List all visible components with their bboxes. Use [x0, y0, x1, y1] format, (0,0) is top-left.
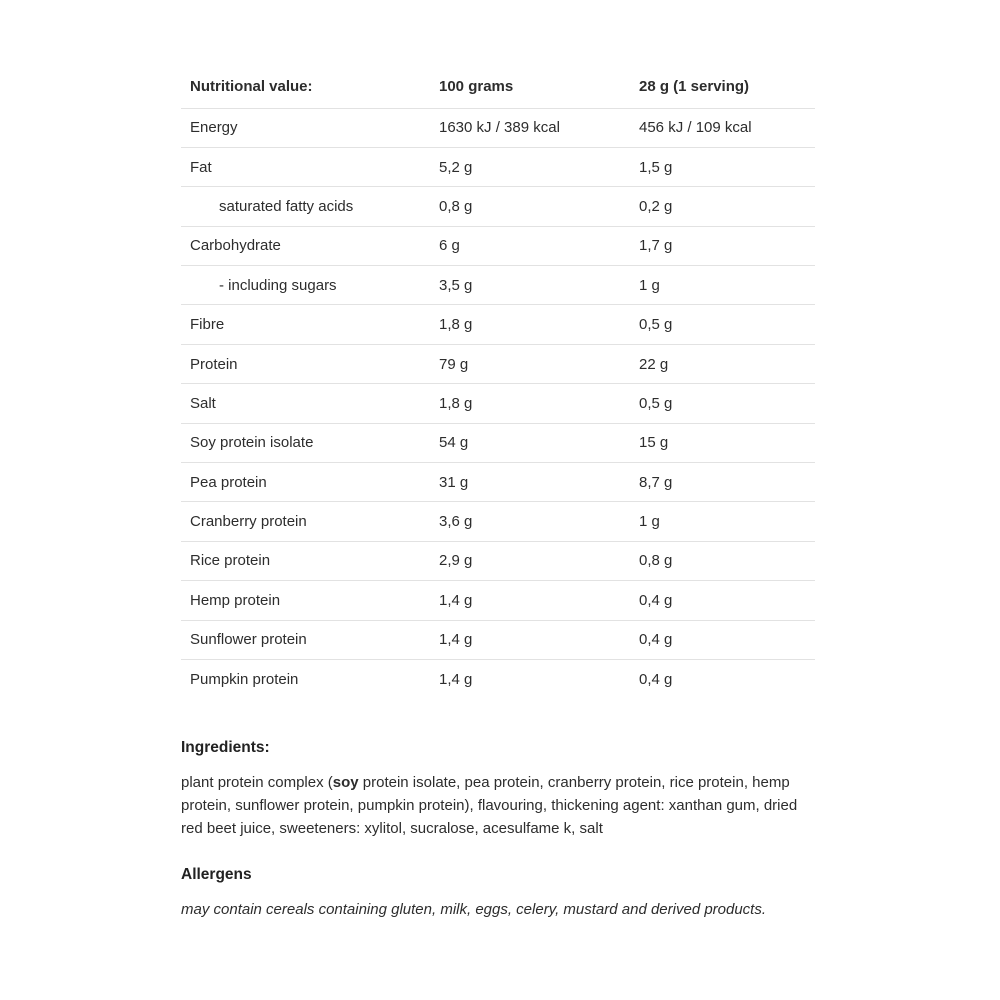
ingredients-section [181, 739, 815, 840]
row-label: Pea protein [190, 473, 267, 491]
row-value-100g: 79 g [439, 355, 469, 373]
row-value-100g: 2,9 g [439, 552, 473, 570]
ingredients-text-part1: plant protein complex ( [181, 774, 333, 792]
row-value-100g: 1,4 g [439, 671, 473, 689]
row-value-100g: 0,8 g [439, 197, 473, 215]
header-nutritional-value: Nutritional value: [190, 78, 313, 95]
ingredients-heading: Ingredients: [181, 739, 270, 757]
row-label: Cranberry protein [190, 513, 307, 531]
row-value-100g: 5,2 g [439, 158, 473, 176]
row-label: Fat [190, 158, 212, 176]
row-value-serving: 0,2 g [639, 197, 673, 215]
row-label: Sunflower protein [190, 631, 307, 649]
allergens-text: may contain cereals containing gluten, milk, eggs, celery, mustard and derived products. [181, 901, 767, 919]
row-value-100g: 6 g [439, 237, 460, 255]
nutrition-table [181, 78, 815, 699]
row-value-serving: 8,7 g [639, 473, 673, 491]
row-value-serving: 1,7 g [639, 237, 673, 255]
row-label: Protein [190, 355, 238, 373]
table-row-energy [181, 109, 815, 148]
table-row-fibre [181, 305, 815, 344]
row-value-100g: 1,4 g [439, 591, 473, 609]
table-row-rice-protein [181, 542, 815, 581]
row-value-serving: 22 g [639, 355, 669, 373]
row-label: Rice protein [190, 552, 271, 570]
row-value-100g: 1630 kJ / 389 kcal [439, 119, 560, 137]
row-value-serving: 1,5 g [639, 158, 673, 176]
allergens-section [181, 866, 815, 921]
table-row-pea-protein [181, 463, 815, 502]
table-row-pumpkin-protein [181, 660, 815, 699]
table-header-row [181, 78, 815, 109]
row-value-100g: 1,4 g [439, 631, 473, 649]
row-label: Energy [190, 119, 238, 137]
row-label: - including sugars [219, 276, 337, 294]
row-value-serving: 0,4 g [639, 591, 673, 609]
row-label: Pumpkin protein [190, 671, 299, 689]
row-label: Soy protein isolate [190, 434, 314, 452]
row-value-100g: 54 g [439, 434, 469, 452]
row-value-serving: 15 g [639, 434, 669, 452]
table-row-sunflower-protein [181, 621, 815, 660]
row-value-100g: 3,6 g [439, 513, 473, 531]
table-row-hemp-protein [181, 581, 815, 620]
table-row-salt [181, 384, 815, 423]
row-value-serving: 0,4 g [639, 631, 673, 649]
table-row-soy-protein-isolate [181, 424, 815, 463]
row-value-100g: 1,8 g [439, 394, 473, 412]
table-row-carbohydrate [181, 227, 815, 266]
row-value-serving: 1 g [639, 513, 660, 531]
ingredients-bold-word: soy [332, 774, 359, 792]
row-label: Salt [190, 394, 216, 412]
ingredients-text [181, 771, 815, 840]
row-label: Carbohydrate [190, 237, 281, 255]
row-value-100g: 1,8 g [439, 316, 473, 334]
table-row-protein [181, 345, 815, 384]
table-row-cranberry-protein [181, 502, 815, 541]
row-label: saturated fatty acids [219, 197, 354, 215]
ingredients-text-part2: protein isolate, pea protein, cranberry protein, rice protein, hemp protein, sunflower protein, pumpkin protein), flavouring, thickening agent: xanthan gum, dried red beet juice, sweeteners: xylitol, sucralose, acesulfame k, salt [181, 774, 798, 838]
header-100-grams: 100 grams [439, 78, 514, 95]
table-row-saturated-fatty-acids [181, 187, 815, 226]
row-label: Fibre [190, 316, 225, 334]
allergens-heading: Allergens [181, 866, 252, 884]
row-value-serving: 0,5 g [639, 394, 673, 412]
row-value-serving: 1 g [639, 276, 660, 294]
header-serving: 28 g (1 serving) [639, 78, 750, 95]
row-value-serving: 456 kJ / 109 kcal [639, 119, 752, 137]
row-label: Hemp protein [190, 591, 281, 609]
table-row-fat [181, 148, 815, 187]
row-value-serving: 0,4 g [639, 671, 673, 689]
row-value-100g: 31 g [439, 473, 469, 491]
row-value-100g: 3,5 g [439, 276, 473, 294]
table-row-including-sugars [181, 266, 815, 305]
nutrition-facts-panel [181, 78, 815, 921]
row-value-serving: 0,8 g [639, 552, 673, 570]
row-value-serving: 0,5 g [639, 316, 673, 334]
